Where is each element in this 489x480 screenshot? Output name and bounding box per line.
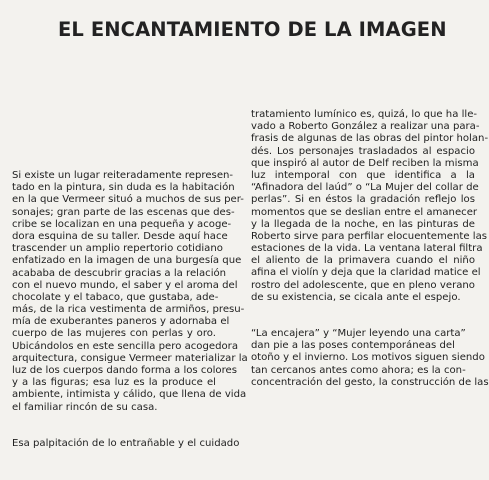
paragraph-gap [12, 414, 216, 438]
text-line: que inspiró al autor de Delf reciben la misma [251, 157, 479, 169]
text-line: ambiente, intimista y cálido, que llena de vida [12, 389, 247, 401]
left-paragraph-1 [12, 170, 248, 414]
article-title: EL ENCANTAMIENTO DE LA IMAGEN [58, 18, 447, 41]
text-line: tratamiento lumínico es, quizá, lo que ha lle- [251, 109, 478, 120]
text-line: y la llegada de la noche, en las pinturas de [251, 218, 475, 230]
text-line: dan pie a las poses contemporáneas del [251, 340, 455, 352]
paragraph-gap [251, 304, 475, 328]
text-line: “La encajera” y “Mujer leyendo una carta” [251, 328, 466, 339]
text-line: trascender un amplio repertorio cotidiano [12, 243, 223, 255]
text-line: cribe se localizan en una pequeña y acoge- [12, 218, 232, 230]
text-line: dora esquina de su taller. Desde aquí hace [12, 230, 228, 242]
text-line: acababa de descubrir gracias a la relación [12, 267, 227, 279]
text-line: otoño y el invierno. Los motivos siguen siendo [251, 352, 485, 364]
text-line: en la que Vermeer situó a muchos de sus per- [12, 194, 244, 206]
left-column [12, 170, 248, 450]
text-line: concentración del gesto, la construcción de las [251, 376, 489, 388]
text-line: tado en la pintura, sin duda es la habitación [12, 182, 235, 194]
right-paragraph-2 [251, 328, 489, 389]
text-line: y a las figuras; esa luz es la produce el [12, 377, 216, 389]
text-line: de su existencia, se cicala ante el espejo. [251, 291, 461, 303]
text-line: Ubicándolos en este sencilla pero acogedora [12, 340, 239, 352]
text-line: Si existe un lugar reiteradamente represen- [12, 170, 234, 181]
text-line: luz intemporal con que identifica a la [251, 169, 475, 181]
text-line: dés. Los personajes trasladados al espacio [251, 145, 475, 157]
text-line: frasis de algunas de las obras del pintor holan- [251, 133, 489, 145]
text-line: chocolate y el tabaco, que gustaba, ade- [12, 291, 219, 303]
text-line: vado a Roberto González a realizar una para- [251, 121, 480, 133]
right-paragraph-1 [251, 109, 489, 304]
text-line: el aliento de la primavera cuando el niño [251, 255, 475, 267]
text-line: Esa palpitación de lo entrañable y el cuidado [12, 437, 240, 449]
text-line: momentos que se deslian entre el amanecer [251, 206, 478, 218]
text-line: luz de los cuerpos dando forma a los colores [12, 365, 237, 376]
text-line: enfatizado en la imagen de una burgesía que [12, 255, 242, 267]
text-line: Roberto sirve para perfilar elocuentemente las [251, 230, 488, 242]
text-line: arquitectura, consigue Vermeer materializar la [12, 352, 248, 364]
left-paragraph-2 [12, 437, 240, 450]
text-line: el familiar rincón de su casa. [12, 401, 158, 413]
text-line: cuerpo de las mujeres con perlas y oro. [12, 328, 216, 340]
right-column [251, 109, 489, 389]
text-line: con el nuevo mundo, el saber y el aroma del [12, 279, 238, 291]
text-line: “Afinadora del laúd” o “La Mujer del collar de [251, 182, 479, 194]
text-line: rostro del adolescente, que en pleno verano [251, 279, 475, 291]
text-line: sonajes; gran parte de las escenas que des- [12, 206, 235, 218]
text-line: más, de la rica vestimenta de armiños, presu- [12, 304, 245, 316]
text-line: afina el violín y deja que la claridad matice el [251, 267, 481, 279]
text-line: estaciones de la vida. La ventana lateral filtra [251, 243, 483, 255]
text-line: perlas”. Si en éstos la gradación reflejo los [251, 194, 475, 206]
text-line: tan cercanos antes como ahora; es la con- [251, 364, 466, 376]
text-line: mía de exuberantes paneros y adornaba el [12, 316, 230, 328]
